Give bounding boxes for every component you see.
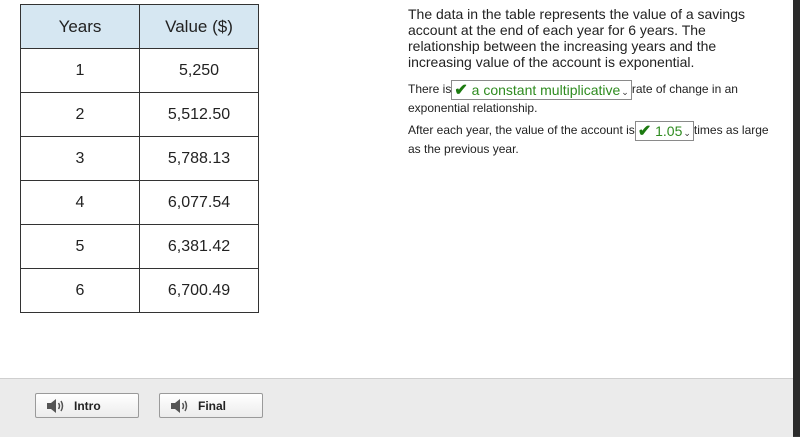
sentence-growth-factor (408, 121, 783, 157)
cell-value: 6,381.42 (140, 225, 259, 269)
cell-year: 3 (21, 137, 140, 181)
cell-value: 6,077.54 (140, 181, 259, 225)
final-button-label: Final (198, 398, 227, 413)
dropdown-selected-value: a constant multiplicative (471, 82, 621, 98)
header-value: Value ($) (140, 5, 259, 49)
table-header-row (21, 5, 259, 49)
check-icon: ✔ (637, 123, 652, 140)
table-row (21, 93, 259, 137)
speaker-icon (170, 398, 190, 414)
sentence-2-prefix: After each year, the value of the account is (408, 123, 635, 138)
sentence-1-prefix: There is (408, 82, 452, 97)
growth-factor-dropdown[interactable] (635, 121, 694, 141)
cell-value: 5,250 (140, 49, 259, 93)
audio-toolbar (0, 378, 793, 437)
question-intro-text: The data in the table represents the value of a savings account at the end of each year for 6 years. The relationship between the increasing years and the increasing value of the account is exponential. (408, 6, 745, 70)
chevron-down-icon: ⌄ (621, 87, 629, 97)
final-audio-button[interactable] (159, 393, 263, 418)
cell-value: 5,512.50 (140, 93, 259, 137)
check-icon: ✔ (454, 82, 468, 99)
window-edge (793, 0, 800, 436)
sentence-2-suffix: times as large as the previous year. (408, 123, 769, 156)
data-table (20, 4, 259, 313)
cell-year: 1 (21, 49, 140, 93)
cell-value: 6,700.49 (140, 269, 259, 313)
cell-year: 2 (21, 93, 140, 137)
cell-year: 4 (21, 181, 140, 225)
sentence-rate-of-change (408, 80, 783, 116)
sentence-1-suffix: rate of change in an exponential relationship. (408, 82, 738, 115)
cell-year: 5 (21, 225, 140, 269)
chevron-down-icon: ⌄ (683, 128, 691, 138)
cell-value: 5,788.13 (140, 137, 259, 181)
header-years: Years (21, 5, 140, 49)
table-row (21, 225, 259, 269)
table-row (21, 269, 259, 313)
table-row (21, 137, 259, 181)
intro-button-label: Intro (74, 398, 101, 413)
table-row (21, 49, 259, 93)
cell-year: 6 (21, 269, 140, 313)
dropdown-selected-value: 1.05 (655, 123, 683, 139)
intro-audio-button[interactable] (35, 393, 139, 418)
table-row (21, 181, 259, 225)
rate-of-change-dropdown[interactable] (451, 80, 631, 100)
speaker-icon (46, 398, 66, 414)
